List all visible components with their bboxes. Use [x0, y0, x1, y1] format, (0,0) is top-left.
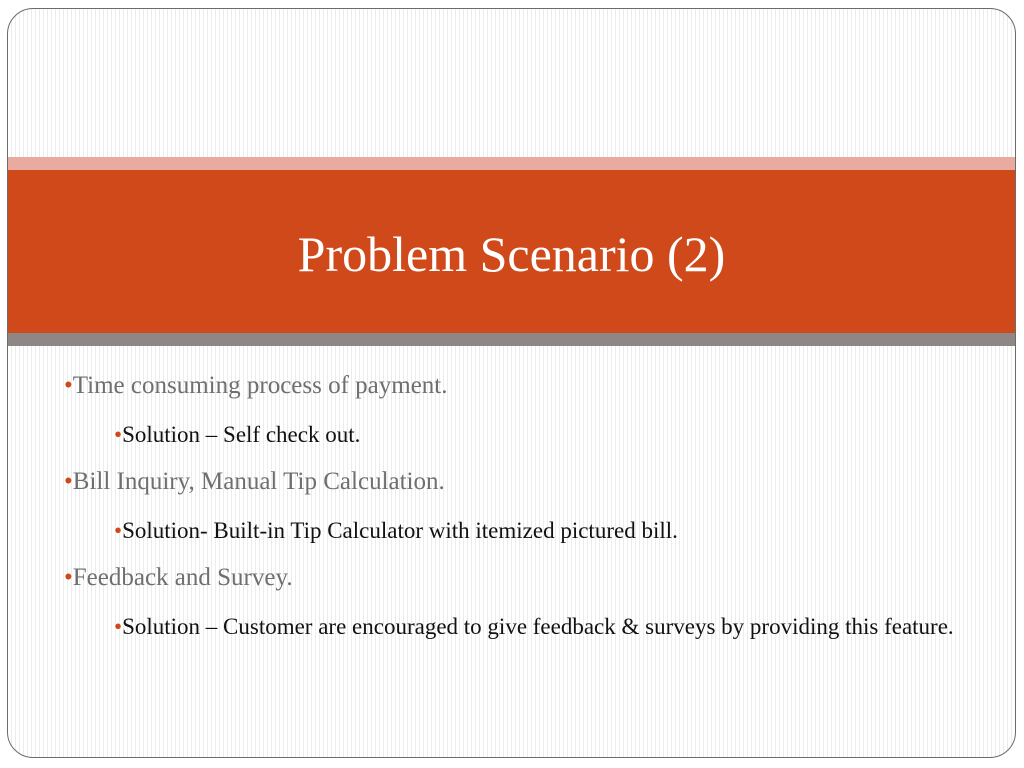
bullet-icon: • — [114, 422, 123, 447]
slide — [7, 8, 1016, 758]
bullet-item-level1 — [64, 561, 975, 595]
title-bar — [8, 170, 1015, 333]
bullet-icon: • — [64, 372, 73, 399]
title-top-band — [8, 157, 1015, 170]
bullet-text: Time consuming process of payment. — [72, 372, 448, 399]
bullet-icon: • — [64, 468, 73, 495]
bullet-item-level2 — [114, 415, 963, 455]
bullet-icon: • — [114, 614, 123, 639]
bullet-item-level1 — [64, 369, 975, 403]
bullet-text: Feedback and Survey. — [72, 564, 293, 591]
bullet-text: Solution – Self check out. — [122, 422, 361, 447]
bullet-item-level1 — [64, 465, 975, 499]
bullet-icon: • — [64, 564, 73, 591]
bullet-item-level2 — [114, 607, 963, 647]
title-bottom-band — [8, 333, 1015, 346]
bullet-item-level2 — [114, 511, 963, 551]
bullet-text: Solution – Customer are encouraged to give feedback & surveys by providing this feature. — [122, 614, 954, 639]
bullet-icon: • — [114, 518, 123, 543]
bullet-text: Bill Inquiry, Manual Tip Calculation. — [72, 468, 445, 495]
bullet-list — [8, 369, 1015, 657]
slide-title: Problem Scenario (2) — [297, 225, 726, 282]
bullet-text: Solution- Built-in Tip Calculator with itemized pictured bill. — [122, 518, 678, 543]
